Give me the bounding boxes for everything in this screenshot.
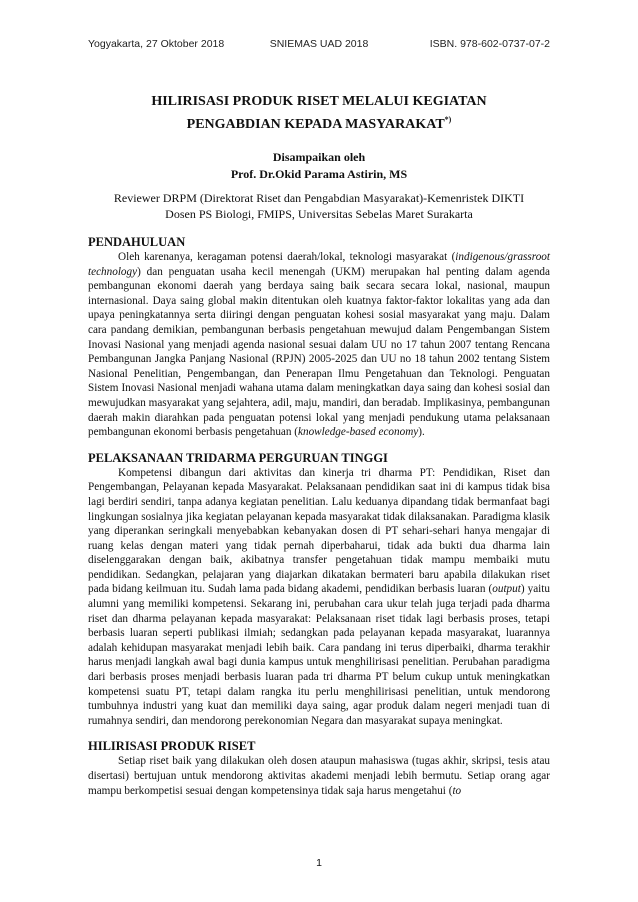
text-run: Oleh karenanya, keragaman potensi daerah/lokal, teknologi masyarakat ( bbox=[118, 251, 456, 263]
paper-title bbox=[88, 93, 550, 134]
section-heading-pendahuluan: PENDAHULUAN bbox=[88, 235, 186, 249]
italic-term: indigenous/grassroot technology bbox=[88, 251, 550, 278]
affiliation-line-1: Reviewer DRPM (Direktorat Riset dan Pengabdian Masyarakat)-Kemenristek DIKTI bbox=[113, 191, 525, 205]
page-number: 1 bbox=[316, 857, 322, 869]
text-run: Kompetensi dibangun dari aktivitas dan kinerja tri dharma PT: Pendidikan, Riset dan Pengembangan, Pelayanan kepada Masyarakat. Pelaksanaan pendidikan saat ini di kampus tidak bisa lagi berdiri sendiri, tanpa adanya kegiatan penelitian. Lalu keduanya dipandang tidak bermanfaat bagi lingkungan sosialnya jika kegiatan pelayanan kepada masyarakat tidak dilaksanakan. Paradigma klasik yang diperankan seringkali menyebabkan kebanyakan dosen di PT sehari-sehari hanya mengajar di ruang kelas dengan materi yang tidak pernah diperbaharui, tidak ada bukti dua dharma lain diselenggarakan dengan baik, akibatnya transfer pengetahuan tidak mampu membaiki mutu pendidikan. Sedangkan, pelajaran yang diajarkan dikatakan bermateri baru apabila dilakukan riset pada bidang keilmuan itu. Sudah lama pada bidang akademi, pendidikan berbasis luaran ( bbox=[88, 466, 550, 596]
title-line-2 bbox=[88, 111, 550, 134]
header-isbn: ISBN. 978-602-0737-07-2 bbox=[429, 38, 550, 50]
title-line-2-text: PENGABDIAN KEPADA MASYARAKAT bbox=[186, 117, 445, 132]
italic-term: knowledge-based economy bbox=[298, 426, 419, 439]
running-header bbox=[88, 38, 550, 52]
title-footnote-mark: *) bbox=[444, 115, 452, 124]
section-heading-hilirisasi: HILIRISASI PRODUK RISET bbox=[88, 739, 256, 754]
paragraph-tridarma bbox=[88, 466, 550, 729]
affiliation-line-2: Dosen PS Biologi, FMIPS, Universitas Sebelas Maret Surakarta bbox=[165, 207, 473, 221]
header-event: SNIEMAS UAD 2018 bbox=[269, 38, 369, 50]
affiliation bbox=[88, 190, 550, 222]
paragraph-hilirisasi bbox=[88, 754, 550, 798]
body-text bbox=[88, 234, 550, 808]
header-location-date: Yogyakarta, 27 Oktober 2018 bbox=[88, 38, 225, 50]
title-line-1: HILIRISASI PRODUK RISET MELALUI KEGIATAN bbox=[151, 94, 487, 109]
text-run: ) dan penguatan usaha kecil menengah (UKM) merupakan hal penting dalam agenda pembangunan ekonomi daerah yang berdaya saing baik secara secara lokal, nasional, maupun internasional. Daya saing global makin ditentukan oleh kuatnya faktor-faktor lokalitas yang ada dan upaya peningkatannya serta diiringi dengan penguatan kohesi sosial masyarakat yang maju. Dalam cara pandang demikian, pembangunan berbasis pengetahuan mewujud dalam Pengembangan Sistem Inovasi Nasional yang menjadi agenda nasional sesuai dalam UU no 17 tahun 2007 tentang Rencana Pembangunan Jangka Panjang Nasional (RPJN) 2005-2025 dan UU no 18 tahun 2002 tentang Sistem Nasional Penelitian, Pengembangan, dan Penerapan Ilmu Pengetahuan dan Teknologi. Penguatan Sistem Inovasi Nasional menjadi wahana utama dalam meningkatkan daya saing dan kohesi sosial dan mewujudkan masyarakat yang sejahtera, adil, maju, mandiri, dan beradab. Implikasinya, pembangunan daerah makin diarahkan pada penguatan potensi lokal yang menjadi pendukung utama pelaksanaan pembangunan ekonomi berbasis pengetahuan ( bbox=[88, 265, 550, 439]
text-run: ) yaitu alumni yang memiliki kompetensi. Sekarang ini, perubahan cara ukur telah juga terjadi pada dharma riset dan dharma pelayanan kepada masyarakat: Pelaksanaan riset tidak lagi berbasis proses, tetapi berbasis luaran seperti publikasi ilmiah; sedangkan pada pelayanan kepada masyarakat, luarannya adalah kehidupan masyarakat menjadi lebih baik. Cara pandang ini terus diperbaiki, dharma terakhir harus menjadi langkah awal bagi dunia kampus untuk menghilirisasi penelitian. Perubahan paradigma dari berbasis proses menjadi berbasis luaran pada tri dharma PT belum cukup untuk meningkatkan kompetensi suatu PT, tetapi dalam rangka itu perlu menghilirisasi penelitian, untuk mendorong tumbuhnya industri yang kuat dan memiliki daya saing, agar produk dalam negeri menjadi tuan di rumahnya sendiri, dan mendorong perekonomian Negara dan masyarakat supaya meningkat. bbox=[88, 583, 550, 727]
text-run: Setiap riset baik yang dilakukan oleh dosen ataupun mahasiswa (tugas akhir, skripsi, tesis atau disertasi) bertujuan untuk mendorong aktivitas akademi menjadi lebih bermutu. Setiap orang agar mampu berkompetisi sesuai dengan kompetensinya tidak saja harus mengetahui ( bbox=[88, 755, 550, 797]
presented-by: Disampaikan oleh bbox=[272, 150, 366, 164]
author-name: Prof. Dr.Okid Parama Astirin, MS bbox=[230, 167, 408, 181]
byline bbox=[88, 149, 550, 183]
section-heading-tridarma: PELAKSANAAN TRIDARMA PERGURUAN TINGGI bbox=[88, 450, 388, 465]
italic-term: output bbox=[492, 583, 521, 596]
italic-term: to bbox=[452, 784, 462, 797]
paragraph-pendahuluan bbox=[88, 250, 550, 440]
text-run: ). bbox=[418, 426, 425, 439]
